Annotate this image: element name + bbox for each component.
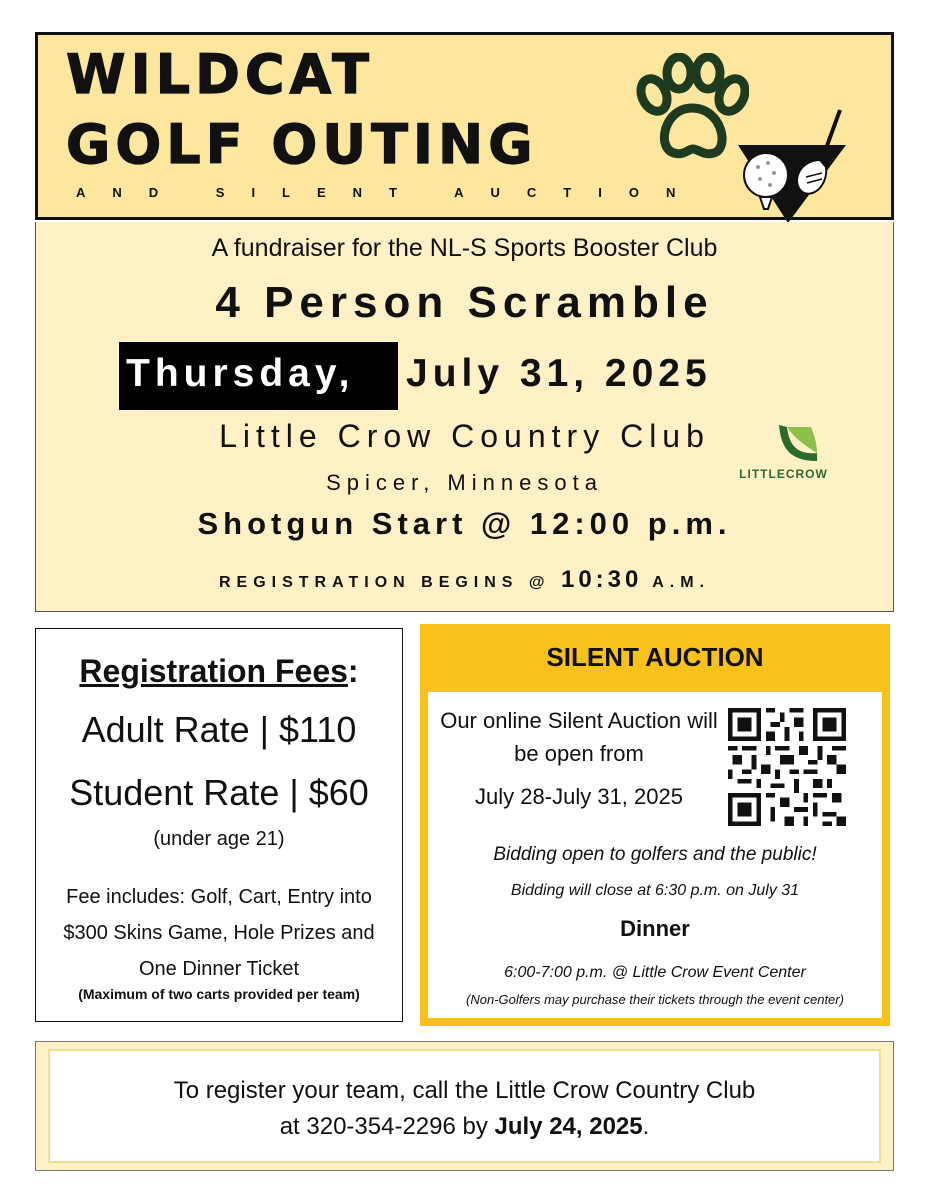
auction-dates: July 28-July 31, 2025 — [475, 784, 683, 809]
registration-time: 10:30 — [560, 566, 643, 593]
register-phone: at 320-354-2296 by — [279, 1113, 495, 1140]
title-line-2: GOLF OUTING — [66, 113, 538, 176]
auction-online-text: Our online Silent Auction will be open from — [440, 708, 718, 766]
registration-fees-title — [36, 653, 402, 690]
registration-fees-colon: : — [347, 653, 359, 689]
dinner-time: 6:00-7:00 p.m. @ Little Crow Event Center — [504, 964, 806, 981]
registration-prefix: REGISTRATION BEGINS @ — [218, 574, 551, 591]
register-line-2 — [50, 1113, 879, 1141]
header-banner — [35, 32, 894, 220]
venue-city: Spicer, Minnesota — [326, 470, 603, 495]
adult-rate: Adult Rate | $110 — [81, 709, 357, 750]
registration-fees-heading: Registration Fees — [79, 653, 348, 689]
silent-auction-title: SILENT AUCTION — [546, 642, 764, 672]
bidding-open: Bidding open to golfers and the public! — [493, 844, 817, 865]
silent-auction-box — [420, 624, 890, 1026]
event-format: 4 Person Scramble — [215, 278, 714, 327]
dinner-title: Dinner — [620, 916, 690, 941]
register-footer — [35, 1041, 894, 1171]
fee-includes: Fee includes: Golf, Cart, Entry into $300 Skins Game, Hole Prizes and One Dinner Ticket — [63, 886, 375, 980]
register-deadline: July 24, 2025 — [494, 1113, 643, 1140]
qr-code[interactable] — [728, 708, 846, 826]
fundraiser-line: A fundraiser for the NL-S Sports Booster Club — [211, 234, 718, 262]
event-date: July 31, 2025 — [406, 352, 712, 395]
student-rate: Student Rate | $60 — [69, 772, 369, 813]
crow-logo-mark — [721, 417, 846, 467]
little-crow-logo — [721, 417, 846, 487]
register-line-1: To register your team, call the Little Crow Country Club — [173, 1077, 756, 1104]
registration-fees-box — [35, 628, 403, 1022]
register-period: . — [642, 1113, 650, 1140]
registration-suffix: A.M. — [652, 574, 711, 591]
bidding-close: Bidding will close at 6:30 p.m. on July 31 — [510, 882, 800, 899]
venue-name: Little Crow Country Club — [219, 418, 710, 454]
registration-begins — [36, 566, 893, 594]
student-rate-note: (under age 21) — [153, 828, 285, 850]
event-info-band — [35, 222, 894, 612]
golf-ball-club-icon — [728, 105, 858, 225]
non-golfers-note: (Non-Golfers may purchase their tickets through the event center) — [466, 992, 844, 1007]
subtitle: AND SILENT AUCTION — [76, 185, 703, 200]
event-day: Thursday, — [119, 342, 398, 410]
silent-auction-details — [428, 692, 882, 1018]
register-footer-inner — [48, 1049, 881, 1163]
title-line-1: WILDCAT — [66, 43, 374, 106]
shotgun-start: Shotgun Start @ 12:00 p.m. — [197, 506, 732, 541]
max-carts-note: (Maximum of two carts provided per team) — [78, 986, 360, 1002]
logo-wordmark: LITTLECROW — [739, 467, 828, 481]
